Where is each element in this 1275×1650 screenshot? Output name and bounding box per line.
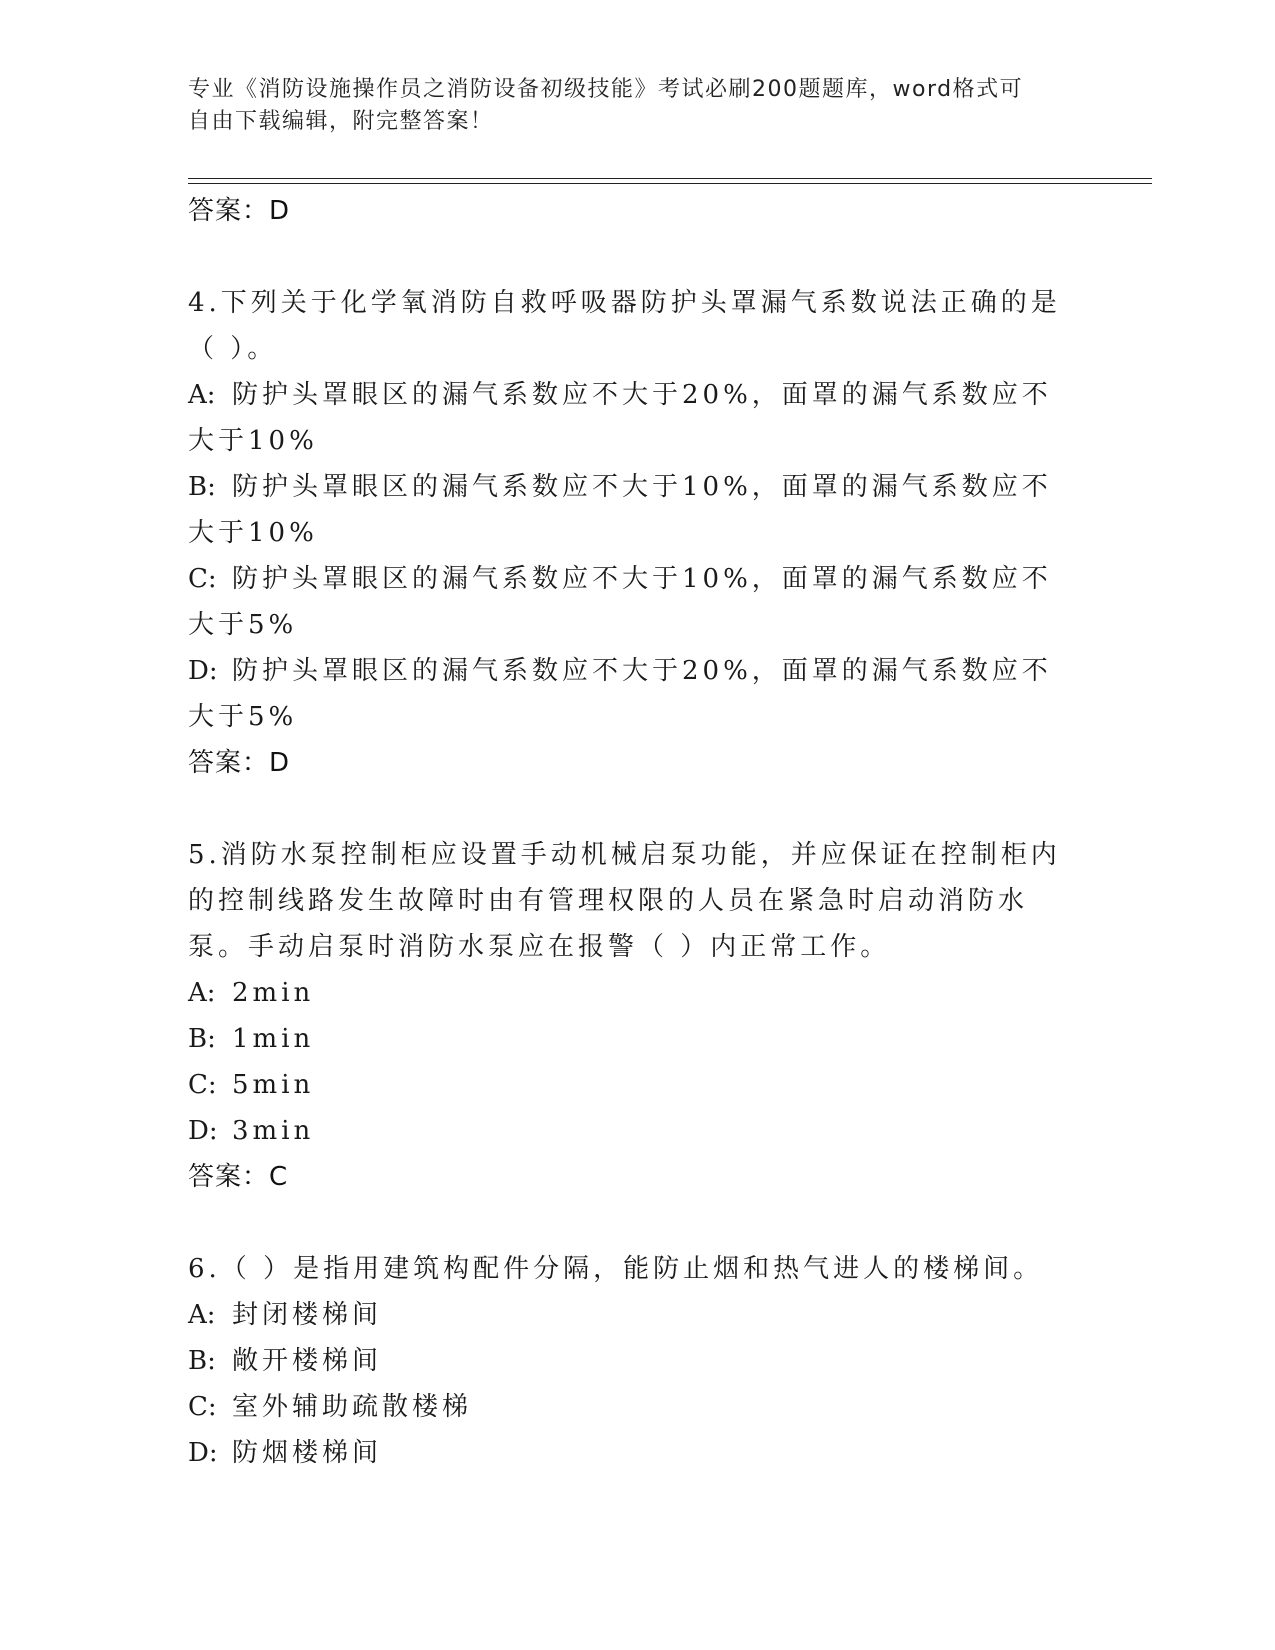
- option-a: [188, 970, 1068, 1016]
- question-6: [188, 1246, 1068, 1476]
- option-label: A:: [188, 380, 216, 410]
- option-text: 防护头罩眼区的漏气系数应不大于20%，面罩的漏气系数应不大于10%: [188, 380, 1052, 456]
- header-rule-top: [188, 178, 1152, 179]
- option-d: [188, 648, 1068, 740]
- option-text: 2min: [232, 978, 315, 1008]
- option-text: 3min: [232, 1116, 315, 1146]
- option-label: B:: [188, 1024, 216, 1054]
- option-label: A:: [188, 1300, 216, 1330]
- option-label: D:: [188, 1438, 218, 1468]
- option-text: 防护头罩眼区的漏气系数应不大于20%，面罩的漏气系数应不大于5%: [188, 656, 1052, 732]
- option-text: 封闭楼梯间: [232, 1300, 383, 1330]
- option-label: C:: [188, 564, 217, 594]
- option-b: [188, 1338, 1068, 1384]
- option-a: [188, 372, 1068, 464]
- header-line-2: 自由下载编辑，附完整答案！: [188, 109, 494, 134]
- option-label: C:: [188, 1070, 217, 1100]
- header-line-1: 专业《消防设施操作员之消防设备初级技能》考试必刷200题题库，word格式可: [188, 77, 1024, 102]
- previous-answer: 答案：D: [188, 196, 291, 226]
- question-4: [188, 280, 1068, 786]
- option-text: 防护头罩眼区的漏气系数应不大于10%，面罩的漏气系数应不大于10%: [188, 472, 1052, 548]
- option-d: [188, 1430, 1068, 1476]
- document-content: [188, 188, 1068, 1476]
- option-label: B:: [188, 472, 216, 502]
- header-rule-bottom: [188, 183, 1152, 184]
- option-text: 防护头罩眼区的漏气系数应不大于10%，面罩的漏气系数应不大于5%: [188, 564, 1052, 640]
- option-d: [188, 1108, 1068, 1154]
- option-c: [188, 1384, 1068, 1430]
- option-a: [188, 1292, 1068, 1338]
- option-text: 室外辅助疏散楼梯: [232, 1392, 473, 1422]
- option-label: D:: [188, 1116, 218, 1146]
- option-b: [188, 1016, 1068, 1062]
- option-label: A:: [188, 978, 216, 1008]
- answer: 答案：D: [188, 748, 291, 778]
- question-stem: 4.下列关于化学氧消防自救呼吸器防护头罩漏气系数说法正确的是（ ）。: [188, 288, 1061, 364]
- question-5: [188, 832, 1068, 1200]
- option-label: B:: [188, 1346, 216, 1376]
- option-text: 防烟楼梯间: [232, 1438, 383, 1468]
- answer: 答案：C: [188, 1162, 289, 1192]
- page-header: [188, 74, 1068, 138]
- option-label: D:: [188, 656, 218, 686]
- option-label: C:: [188, 1392, 217, 1422]
- option-text: 1min: [232, 1024, 315, 1054]
- option-c: [188, 1062, 1068, 1108]
- option-text: 敞开楼梯间: [232, 1346, 383, 1376]
- option-text: 5min: [232, 1070, 315, 1100]
- question-stem: 6.（ ）是指用建筑构配件分隔，能防止烟和热气进人的楼梯间。: [188, 1254, 1044, 1284]
- option-c: [188, 556, 1068, 648]
- option-b: [188, 464, 1068, 556]
- question-stem: 5.消防水泵控制柜应设置手动机械启泵功能，并应保证在控制柜内的控制线路发生故障时由有管理权限的人员在紧急时启动消防水泵。手动启泵时消防水泵应在报警（ ）内正常工作。: [188, 840, 1061, 962]
